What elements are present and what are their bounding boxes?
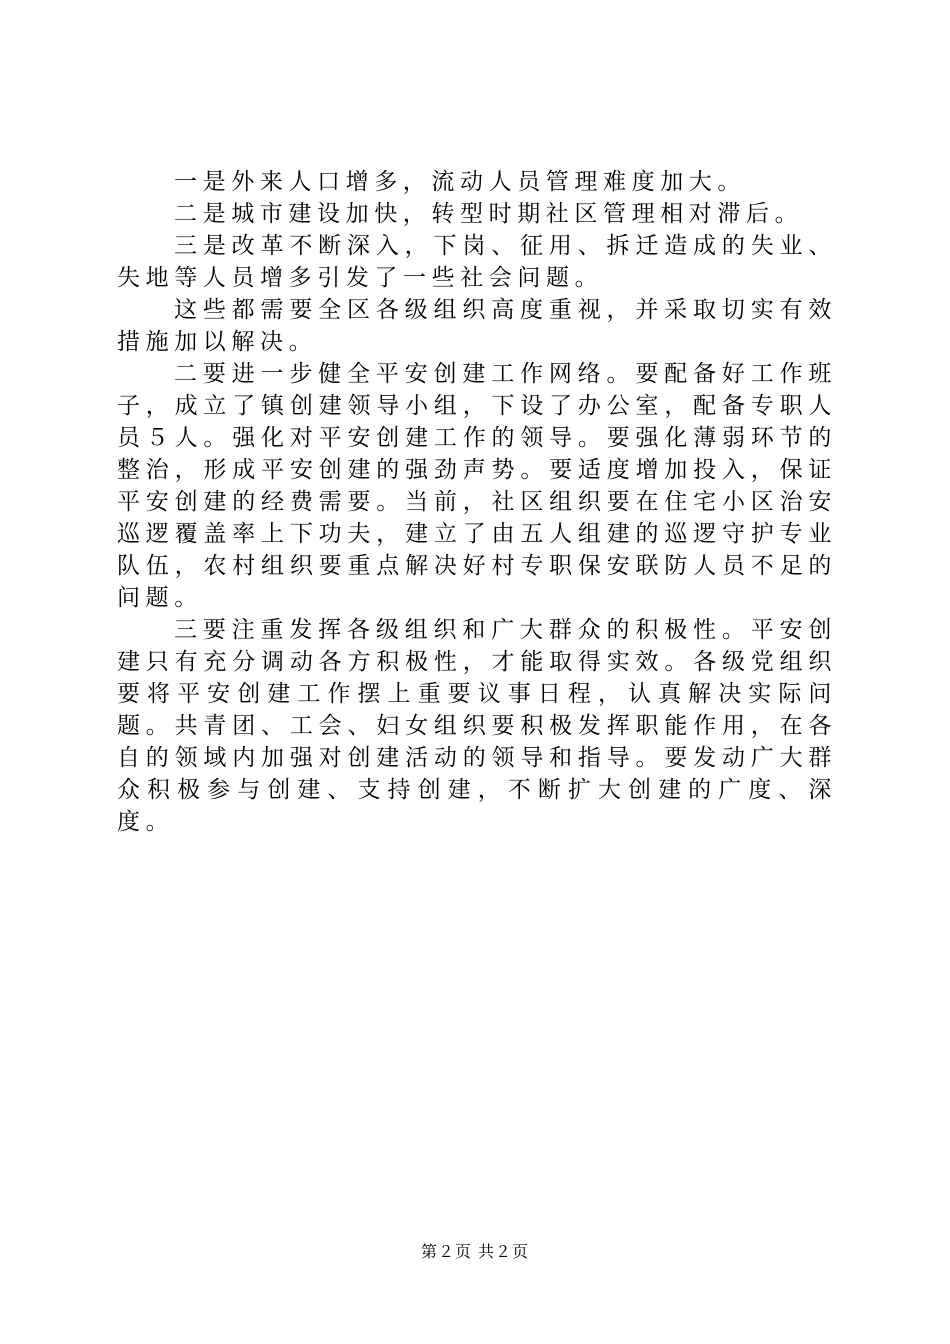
paragraph-1: 一是外来人口增多，流动人员管理难度加大。 <box>174 169 746 195</box>
page-footer: 第２页 共２页 <box>420 1242 530 1261</box>
paragraph-6: 三要注重发挥各级组织和广大群众的积极性。平安创建只有充分调动各方积极性，才能取得实效。各级党组织要将平安创建工作摆上重要议事日程，认真解决实际问题。共青团、工会、妇女组织要积极发挥职能作用，在各自的领域内加强对创建活动的领导和指导。要发动广大群众积极参与创建、支持创建，不断扩大创建的广度、深度。 <box>117 617 837 835</box>
paragraph-2: 二是城市建设加快，转型时期社区管理相对滞后。 <box>174 201 804 227</box>
paragraph-5: 二要进一步健全平安创建工作网络。要配备好工作班子，成立了镇创建领导小组，下设了办公室，配备专职人员５人。强化对平安创建工作的领导。要强化薄弱环节的整治，形成平安创建的强劲声势。要适度增加投入，保证平安创建的经费需要。当前，社区组织要在住宅小区治安巡逻覆盖率上下功夫，建立了由五人组建的巡逻守护专业队伍，农村组织要重点解决好村专职保安联防人员不足的问题。 <box>117 361 837 611</box>
document-body <box>117 166 837 838</box>
paragraph-3: 三是改革不断深入，下岗、征用、拆迁造成的失业、失地等人员增多引发了一些社会问题。 <box>117 233 837 291</box>
paragraph-4: 这些都需要全区各级组织高度重视，并采取切实有效措施加以解决。 <box>117 297 837 355</box>
